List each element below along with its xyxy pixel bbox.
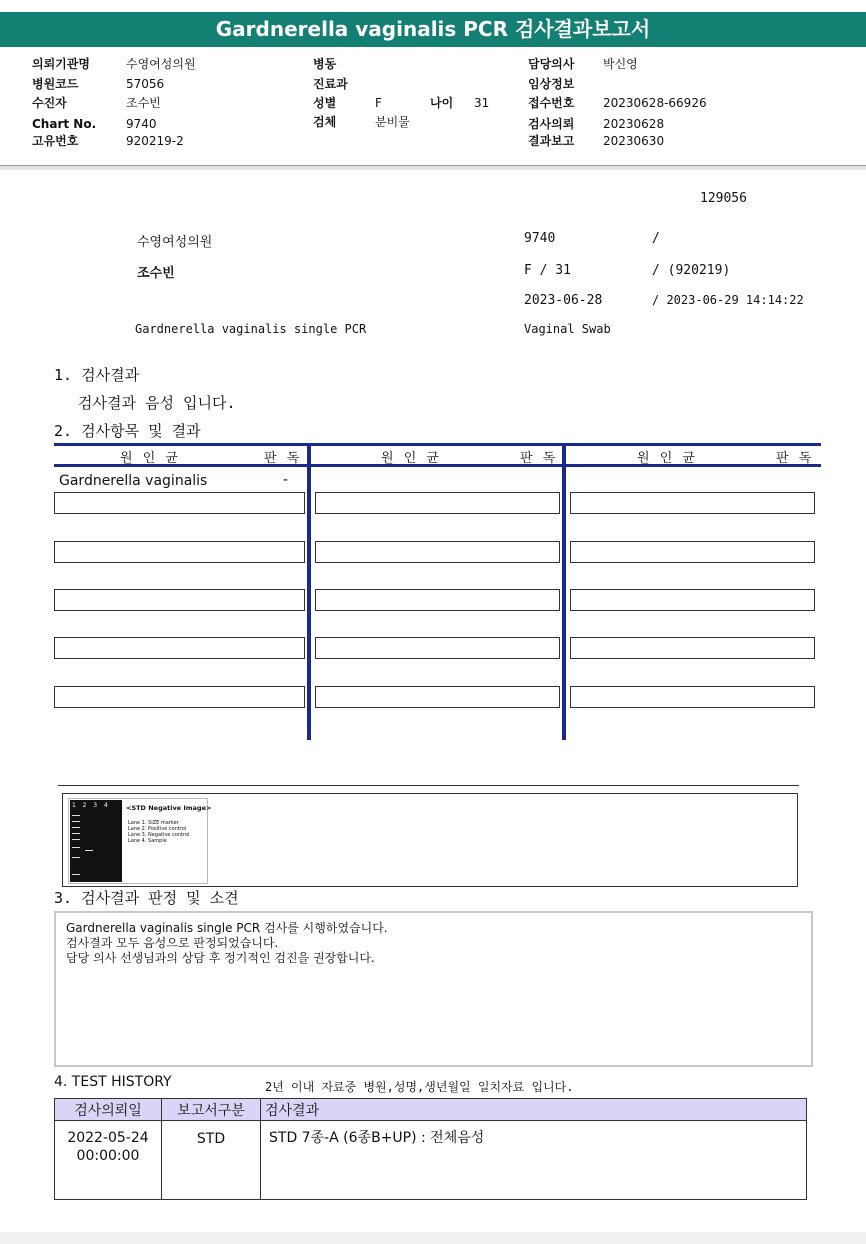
history-col-type: 보고서구분 bbox=[162, 1099, 261, 1121]
result-cell bbox=[570, 492, 815, 514]
info-slash: / bbox=[652, 231, 660, 246]
history-col-result: 검사결과 bbox=[261, 1099, 807, 1121]
institution-label: 의뢰기관명 bbox=[32, 57, 90, 71]
col1-judge-header: 판 독 bbox=[264, 451, 303, 466]
col2-judge-header: 판 독 bbox=[520, 451, 559, 466]
gel-band bbox=[72, 857, 80, 858]
age-value: 31 bbox=[474, 96, 490, 110]
gel-strip bbox=[70, 800, 122, 882]
gel-lane1-label: Lane 1. SIZE marker bbox=[128, 820, 179, 826]
history-result: STD 7종-A (6종B+UP) : 전체음성 bbox=[261, 1121, 807, 1200]
result-cell bbox=[570, 637, 815, 659]
result-cell bbox=[54, 686, 305, 708]
history-table bbox=[54, 1098, 807, 1200]
result-pathogen-name: Gardnerella vaginalis bbox=[59, 473, 208, 489]
report-title: Gardnerella vaginalis PCR 검사결과보고서 bbox=[0, 12, 866, 47]
chart-label: Chart No. bbox=[32, 117, 97, 131]
report-date-value: 20230630 bbox=[603, 134, 665, 148]
unique-label: 고유번호 bbox=[32, 134, 79, 148]
col1-pathogen-header: 원 인 균 bbox=[120, 451, 181, 466]
result-cell bbox=[315, 637, 560, 659]
doctor-value: 박신영 bbox=[603, 57, 638, 71]
dept-label: 진료과 bbox=[313, 77, 348, 91]
section4-note: 2년 이내 자료중 병원,성명,생년월일 일치자료 입니다. bbox=[265, 1080, 574, 1094]
col3-pathogen-header: 원 인 균 bbox=[637, 451, 698, 466]
sex-value: F bbox=[375, 96, 382, 110]
gel-top-rule bbox=[58, 785, 799, 786]
section3-title: 3. 검사결과 판정 및 소견 bbox=[54, 889, 239, 907]
history-type: STD bbox=[162, 1121, 261, 1200]
opinion-box bbox=[54, 911, 813, 1067]
chart-value: 9740 bbox=[126, 117, 157, 131]
receipt-label: 접수번호 bbox=[528, 96, 575, 110]
result-cell bbox=[54, 492, 305, 514]
result-cell bbox=[315, 541, 560, 563]
section1-text: 검사결과 음성 입니다. bbox=[78, 394, 236, 412]
info-patient: 조수빈 bbox=[137, 266, 175, 281]
gel-band-positive bbox=[85, 850, 93, 851]
info-date2: / 2023-06-29 14:14:22 bbox=[652, 293, 804, 307]
section1-title: 1. 검사결과 bbox=[54, 366, 140, 384]
gel-image bbox=[68, 798, 212, 884]
receipt-value: 20230628-66926 bbox=[603, 96, 707, 110]
gel-lane2-label: Lane 2. Positive control bbox=[128, 826, 187, 832]
result-cell bbox=[570, 589, 815, 611]
history-header-row bbox=[55, 1099, 807, 1121]
patient-label: 수진자 bbox=[32, 96, 67, 110]
hospital-code-value: 57056 bbox=[126, 77, 165, 91]
col2-pathogen-header: 원 인 균 bbox=[381, 451, 442, 466]
gel-band bbox=[72, 821, 80, 822]
history-row bbox=[55, 1121, 807, 1200]
section4-title: 4. TEST HISTORY bbox=[54, 1074, 172, 1090]
gel-lane4-label: Lane 4. Sample bbox=[128, 838, 167, 844]
patient-value: 조수빈 bbox=[126, 96, 161, 110]
request-label: 검사의뢰 bbox=[528, 117, 575, 131]
table-divider-2 bbox=[562, 443, 566, 740]
result-pathogen-value: - bbox=[283, 472, 289, 488]
report-id: 129056 bbox=[700, 191, 747, 206]
gel-band bbox=[72, 847, 80, 848]
section2-title: 2. 검사항목 및 결과 bbox=[54, 422, 201, 440]
gel-band bbox=[72, 833, 80, 834]
result-cell bbox=[315, 589, 560, 611]
gel-band bbox=[72, 874, 80, 875]
gel-lane-numbers: 1 2 3 4 bbox=[72, 802, 109, 809]
history-time: 00:00:00 bbox=[76, 1148, 140, 1164]
gel-lane3-label: Lane 3. Negative control bbox=[128, 832, 190, 838]
opinion-line3: 담당 의사 선생님과의 상담 후 정기적인 검진을 권장합니다. bbox=[66, 951, 375, 965]
result-cell bbox=[315, 686, 560, 708]
age-label: 나이 bbox=[430, 96, 454, 110]
result-cell bbox=[54, 541, 305, 563]
info-institution: 수영여성의원 bbox=[137, 235, 213, 250]
info-birth: / (920219) bbox=[652, 263, 731, 278]
institution-value: 수영여성의원 bbox=[126, 57, 196, 71]
info-specimen: Vaginal Swab bbox=[524, 322, 611, 336]
history-date: 2022-05-24 bbox=[67, 1130, 149, 1146]
info-sex-age: F / 31 bbox=[524, 263, 571, 278]
specimen-value: 분비물 bbox=[375, 115, 410, 129]
clinical-label: 임상정보 bbox=[528, 77, 575, 91]
result-cell bbox=[570, 686, 815, 708]
info-date1: 2023-06-28 bbox=[524, 293, 603, 308]
history-date-cell bbox=[55, 1121, 162, 1200]
result-cell bbox=[570, 541, 815, 563]
info-chart: 9740 bbox=[524, 231, 556, 246]
history-col-date: 검사의뢰일 bbox=[55, 1099, 162, 1121]
col3-judge-header: 판 독 bbox=[776, 451, 815, 466]
unique-value: 920219-2 bbox=[126, 134, 184, 148]
result-cell bbox=[54, 589, 305, 611]
gel-band bbox=[72, 839, 80, 840]
gel-band bbox=[72, 815, 80, 816]
ward-label: 병동 bbox=[313, 57, 337, 71]
result-cell bbox=[315, 492, 560, 514]
sex-label: 성별 bbox=[313, 96, 337, 110]
report-date-label: 결과보고 bbox=[528, 134, 575, 148]
request-value: 20230628 bbox=[603, 117, 665, 131]
gel-band bbox=[72, 827, 80, 828]
table-top-rule bbox=[54, 443, 821, 446]
opinion-line2: 검사결과 모두 음성으로 판정되었습니다. bbox=[66, 936, 279, 950]
doctor-label: 담당의사 bbox=[528, 57, 575, 71]
gel-caption-title: <STD Negative Image> bbox=[126, 804, 212, 812]
hospital-code-label: 병원코드 bbox=[32, 77, 79, 91]
specimen-label: 검체 bbox=[313, 115, 337, 129]
opinion-line1: Gardnerella vaginalis single PCR 검사를 시행하였습니다. bbox=[66, 921, 388, 935]
info-test-name: Gardnerella vaginalis single PCR bbox=[135, 322, 367, 336]
table-divider-1 bbox=[307, 443, 311, 740]
result-cell bbox=[54, 637, 305, 659]
header-divider-shade bbox=[0, 166, 866, 170]
